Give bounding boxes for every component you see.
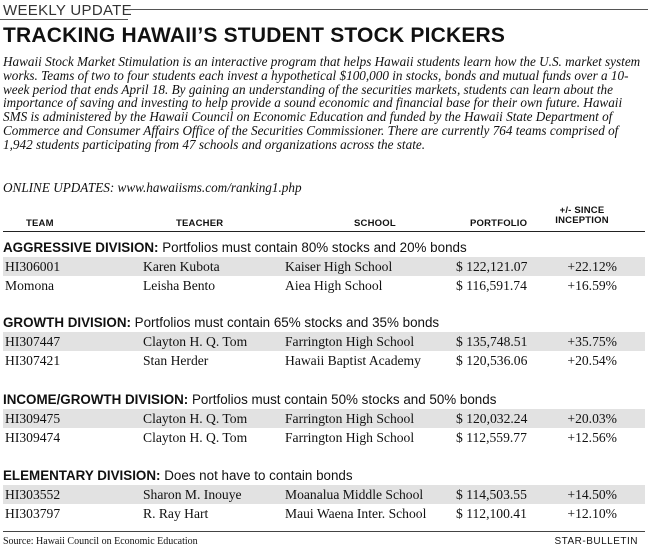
cell-team: HI309475	[5, 411, 61, 426]
cell-school: Kaiser High School	[285, 259, 393, 274]
division-name: GROWTH DIVISION:	[3, 315, 131, 330]
cell-school: Farrington High School	[285, 430, 415, 445]
cell-teacher: Clayton H. Q. Tom	[143, 411, 248, 426]
cell-team: HI303552	[5, 487, 61, 502]
column-header-team: TEAM	[26, 218, 54, 229]
intro-paragraph: Hawaii Stock Market Stimulation is an interactive program that helps Hawaii students learn how the U.S. market system works. Teams of two to four students each invest a hypothetical $100,000 in stocks, bonds and mutual funds over a 10-week period that ends April 18. By gaining an understanding of the securities markets, students can learn about the importance of saving and investing to help provide a sound economic and financial base for their own future. Hawaii SMS is administered by the Hawaii Council on Economic Education and funded by the Hawaii State Department of Commerce and Consumer Affairs Office of the Securities Commissioner. There are currently 764 teams comprised of 1,942 students participating from 47 schools and organizations across the state.	[3, 54, 641, 152]
table-row	[3, 485, 645, 504]
cell-portfolio: $ 120,032.24	[456, 411, 528, 426]
cell-teacher: Stan Herder	[143, 353, 209, 368]
online-updates-link[interactable]: ONLINE UPDATES: www.hawaiisms.com/ranking1.php	[3, 180, 302, 195]
cell-teacher: Clayton H. Q. Tom	[143, 334, 248, 349]
cell-change: +16.59%	[567, 278, 617, 293]
cell-portfolio: $ 120,536.06	[456, 353, 528, 368]
cell-team: HI306001	[5, 259, 61, 274]
column-header-school: SCHOOL	[354, 218, 396, 229]
cell-portfolio: $ 114,503.55	[456, 487, 527, 502]
division-title	[3, 314, 645, 332]
cell-teacher: R. Ray Hart	[143, 506, 209, 521]
cell-school: Farrington High School	[285, 334, 415, 349]
section-kicker: WEEKLY UPDATE	[3, 2, 132, 19]
table-row	[3, 351, 645, 370]
cell-change: +22.12%	[567, 259, 617, 274]
division-rule: Portfolios must contain 65% stocks and 35% bonds	[130, 315, 440, 330]
cell-change: +20.03%	[567, 411, 617, 426]
division-elementary	[3, 467, 645, 523]
cell-portfolio: $ 122,121.07	[456, 259, 528, 274]
cell-portfolio: $ 112,100.41	[456, 506, 527, 521]
cell-school: Maui Waena Inter. School	[285, 506, 427, 521]
cell-team: HI307421	[5, 353, 61, 368]
cell-change: +12.10%	[567, 506, 617, 521]
header-rule	[3, 231, 645, 232]
cell-change: +12.56%	[567, 430, 617, 445]
cell-teacher: Leisha Bento	[143, 278, 216, 293]
division-name: INCOME/GROWTH DIVISION:	[3, 392, 189, 407]
division-rule: Portfolios must contain 50% stocks and 50% bonds	[188, 392, 497, 407]
cell-team: HI303797	[5, 506, 61, 521]
cell-teacher: Karen Kubota	[143, 259, 220, 274]
division-name: ELEMENTARY DIVISION:	[3, 468, 161, 483]
division-aggressive	[3, 239, 645, 295]
division-rule: Does not have to contain bonds	[160, 468, 353, 483]
since-line-1: +/- SINCE	[559, 205, 605, 216]
cell-team: HI307447	[5, 334, 61, 349]
division-title	[3, 391, 645, 409]
cell-teacher: Clayton H. Q. Tom	[143, 430, 248, 445]
table-row	[3, 428, 645, 447]
since-line-2: INCEPTION	[555, 215, 609, 226]
cell-team: Momona	[5, 278, 55, 293]
cell-change: +35.75%	[567, 334, 617, 349]
source-credit: Source: Hawaii Council on Economic Education	[3, 536, 198, 547]
table-row	[3, 276, 645, 295]
column-header-since-inception	[542, 206, 622, 226]
cell-school: Moanalua Middle School	[285, 487, 424, 502]
cell-school: Hawaii Baptist Academy	[285, 353, 421, 368]
cell-teacher: Sharon M. Inouye	[143, 487, 242, 502]
page-title: TRACKING HAWAII’S STUDENT STOCK PICKERS	[3, 24, 506, 47]
division-income-growth	[3, 391, 645, 447]
table-row	[3, 332, 645, 351]
cell-school: Farrington High School	[285, 411, 415, 426]
cell-change: +14.50%	[567, 487, 617, 502]
publisher-credit: STAR-BULLETIN	[554, 536, 638, 547]
cell-team: HI309474	[5, 430, 61, 445]
cell-change: +20.54%	[567, 353, 617, 368]
cell-portfolio: $ 116,591.74	[456, 278, 527, 293]
table-row	[3, 504, 645, 523]
column-header-teacher: TEACHER	[176, 218, 224, 229]
division-name: AGGRESSIVE DIVISION:	[3, 240, 159, 255]
cell-school: Aiea High School	[285, 278, 383, 293]
division-title	[3, 239, 645, 257]
cell-portfolio: $ 112,559.77	[456, 430, 527, 445]
footer-rule	[3, 531, 645, 532]
table-row	[3, 257, 645, 276]
division-rule: Portfolios must contain 80% stocks and 20% bonds	[158, 240, 467, 255]
column-header-portfolio: PORTFOLIO	[470, 218, 528, 229]
division-title	[3, 467, 645, 485]
top-divider	[128, 9, 648, 10]
division-growth	[3, 314, 645, 370]
kicker-underline	[0, 19, 128, 20]
table-row	[3, 409, 645, 428]
cell-portfolio: $ 135,748.51	[456, 334, 528, 349]
